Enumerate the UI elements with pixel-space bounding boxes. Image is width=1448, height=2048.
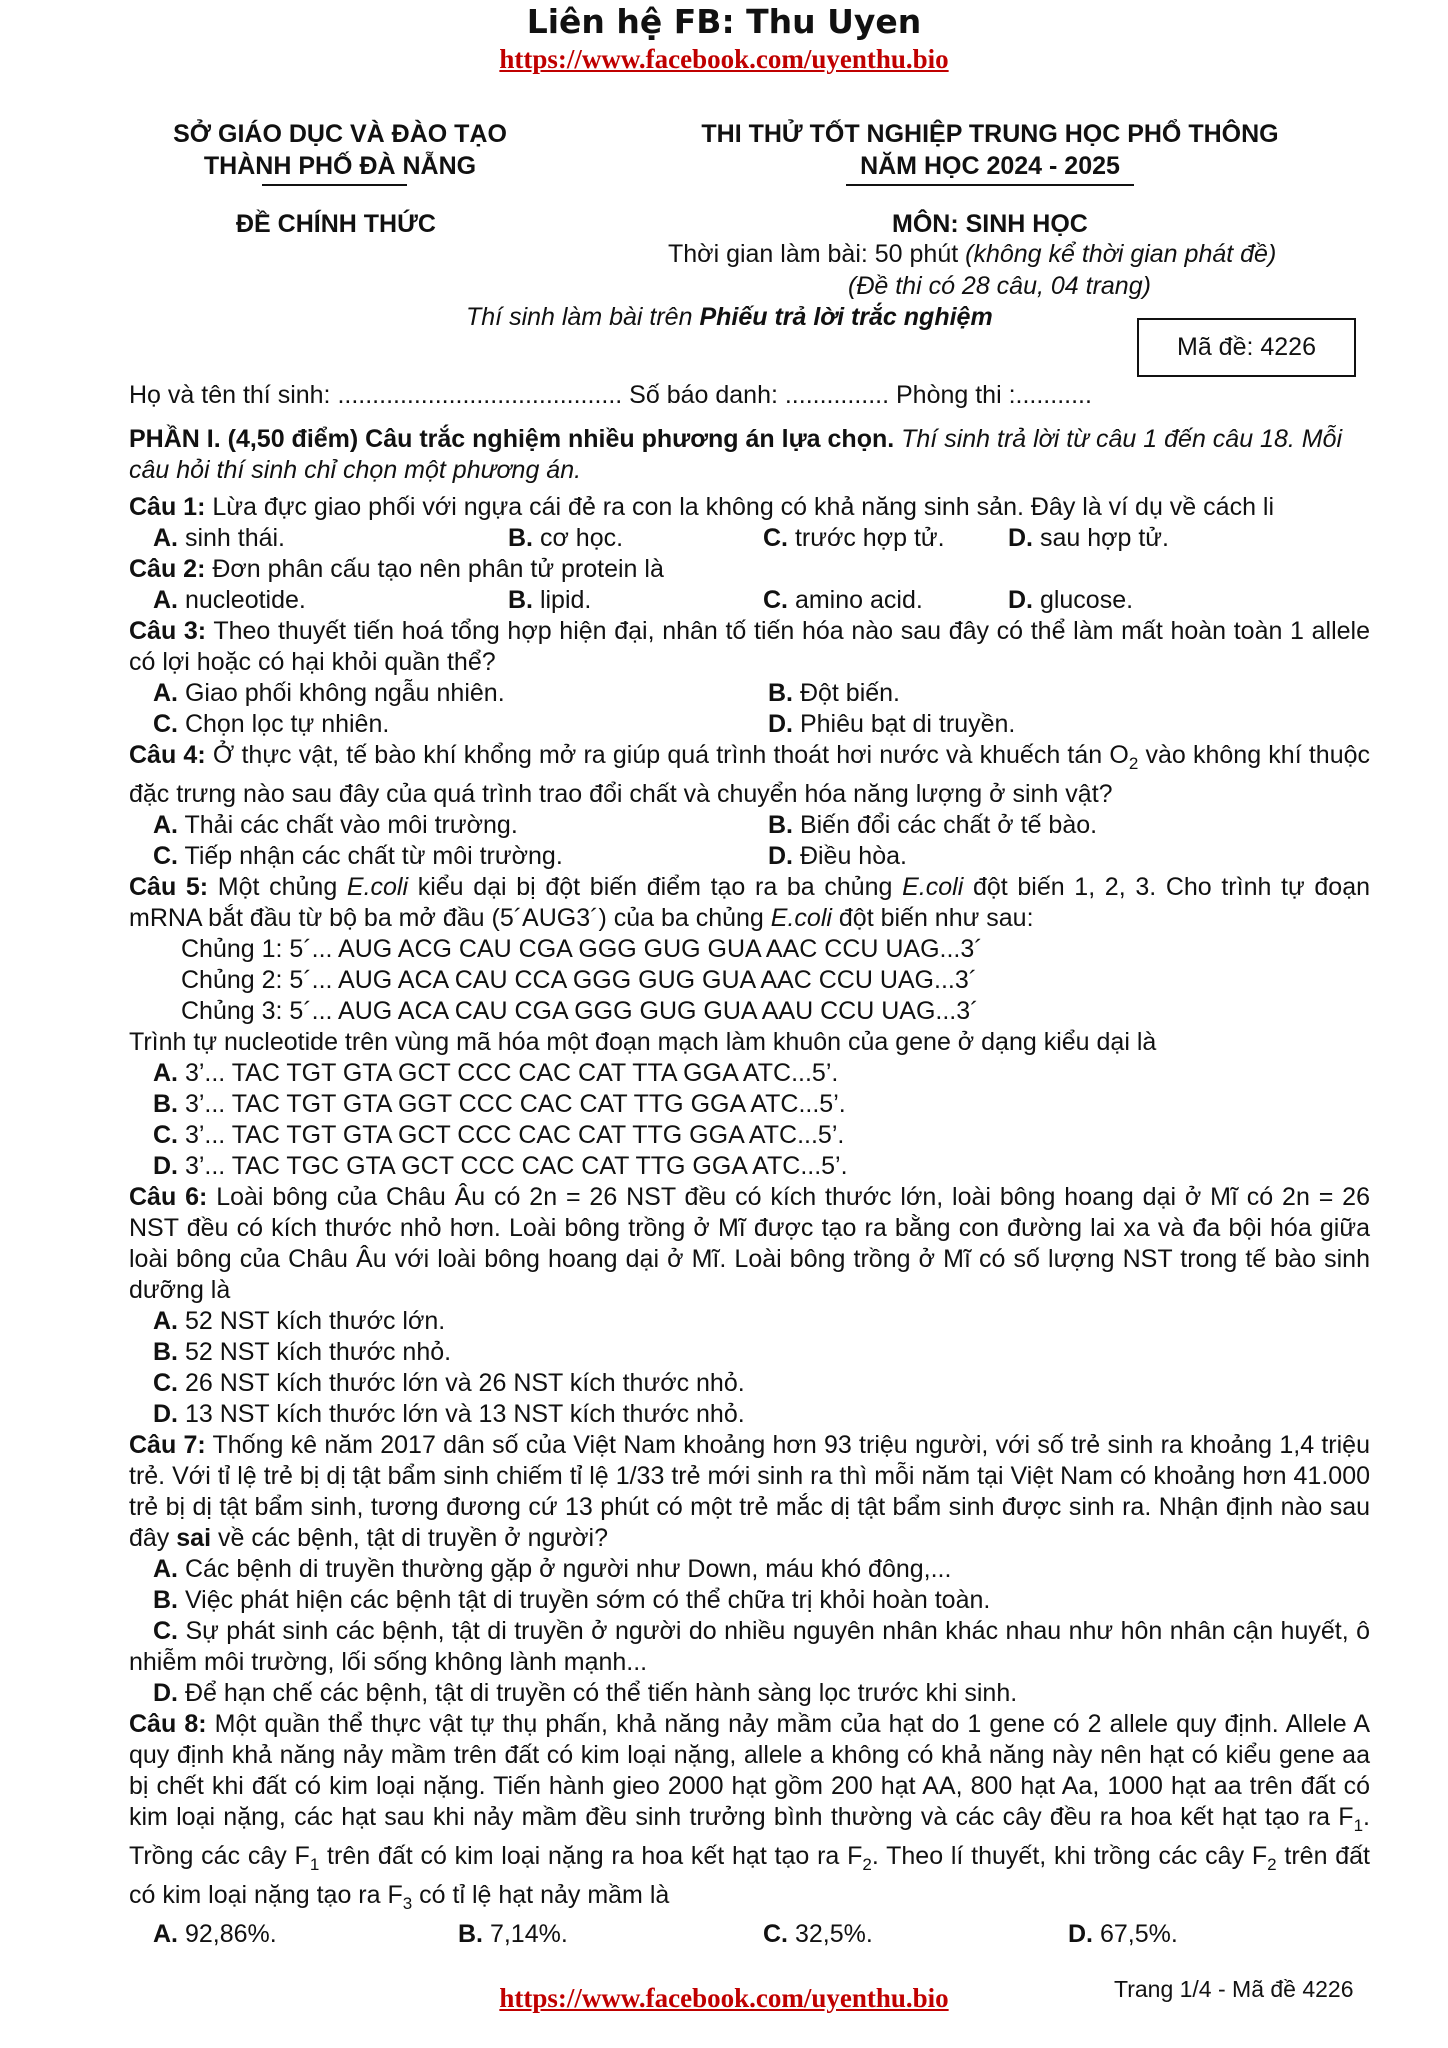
- question-label: Câu 8:: [129, 1710, 207, 1738]
- option-list: [153, 810, 1370, 872]
- question-label: Câu 7:: [129, 1431, 206, 1459]
- option-c: C. amino acid.: [763, 586, 923, 614]
- exam-title-underline: [846, 184, 1134, 186]
- question-text: Lừa đực giao phối với ngựa cái đẻ ra con la không có khả năng sinh sản. Đây là ví dụ về cách li: [205, 493, 1275, 521]
- exam-title-line-2: NĂM HỌC 2024 - 2025: [860, 152, 1120, 180]
- option-d: D. Điều hòa.: [768, 842, 907, 870]
- option-a: A. 52 NST kích thước lớn.: [153, 1307, 446, 1335]
- option-c: C. trước hợp tử.: [763, 524, 945, 552]
- answer-sheet-plain: Thí sinh làm bài trên: [466, 303, 700, 331]
- option-b: B. lipid.: [508, 586, 592, 614]
- question-label: Câu 5:: [129, 873, 209, 901]
- question-label: Câu 4:: [129, 741, 206, 769]
- question-stem: [129, 1182, 1370, 1306]
- option-b: B. Biến đổi các chất ở tế bào.: [768, 811, 1098, 839]
- candidate-info-line: Họ và tên thí sinh: ......................................... Số báo danh: ............... Phòng thi :...........: [129, 381, 1092, 409]
- option-c: C. 32,5%.: [763, 1920, 873, 1948]
- question-stem: Câu 5: Một chủng E.coli kiểu dại bị đột biến điểm tạo ra ba chủng E.coli đột biến 1, 2, 3. Cho trình tự đoạn mRNA bắt đầu từ bộ ba mở đầu (5´AUG3´) của ba chủng E.coli đột biến như sau:: [129, 873, 1370, 932]
- time-italic: (không kể thời gian phát đề): [965, 240, 1277, 268]
- option-c: C. 3’... TAC TGT GTA GCT CCC CAC CAT TTG GGA ATC...5’.: [153, 1121, 845, 1149]
- question-stem: [129, 492, 1370, 523]
- question-5-stem: Trình tự nucleotide trên vùng mã hóa một đoạn mạch làm khuôn của gene ở dạng kiểu dại là: [129, 1028, 1157, 1056]
- strain-1-sequence: Chủng 1: 5´... AUG ACG CAU CGA GGG GUG GUA AAC CCU UAG...3´: [181, 935, 983, 963]
- time-info: [668, 240, 1276, 269]
- question-body: [129, 424, 1370, 1950]
- exam-code-box: Mã đề: 4226: [1137, 318, 1356, 377]
- option-list: [153, 585, 1370, 616]
- section-title: PHẦN I. (4,50 điểm) Câu trắc nghiệm nhiều phương án lựa chọn.: [129, 425, 895, 453]
- option-a: A. nucleotide.: [153, 586, 306, 614]
- question-3: [129, 616, 1370, 740]
- pages-info: (Đề thi có 28 câu, 04 trang): [848, 272, 1151, 300]
- option-b: B. cơ học.: [508, 524, 624, 552]
- exam-title-block: [660, 118, 1320, 182]
- option-b: B. 7,14%.: [458, 1920, 568, 1948]
- contact-title: Liên hệ FB: Thu Uyen: [526, 2, 922, 41]
- question-label: Câu 3:: [129, 617, 207, 645]
- exam-title-line-1: THI THỬ TỐT NGHIỆP TRUNG HỌC PHỔ THÔNG: [701, 120, 1279, 148]
- answer-sheet-note: [466, 303, 993, 332]
- option-d: D. sau hợp tử.: [1008, 524, 1169, 552]
- option-d: D. Để hạn chế các bệnh, tật di truyền có thể tiến hành sàng lọc trước khi sinh.: [153, 1679, 1018, 1707]
- question-label: Câu 1:: [129, 493, 206, 521]
- question-2: [129, 554, 1370, 616]
- option-d: D. glucose.: [1008, 586, 1134, 614]
- department-underline: [262, 184, 407, 186]
- option-c: C. Tiếp nhận các chất từ môi trường.: [153, 842, 563, 870]
- option-a: A. sinh thái.: [153, 524, 286, 552]
- department-block: [120, 118, 560, 182]
- option-c: C. 26 NST kích thước lớn và 26 NST kích thước nhỏ.: [153, 1369, 745, 1397]
- answer-sheet-bold: Phiếu trả lời trắc nghiệm: [699, 303, 993, 331]
- facebook-link-top[interactable]: https://www.facebook.com/uyenthu.bio: [499, 44, 949, 74]
- question-stem: [129, 554, 1370, 585]
- option-list: [153, 523, 1370, 554]
- option-d: D. 3’... TAC TGC GTA GCT CCC CAC CAT TTG GGA ATC...5’.: [153, 1152, 848, 1180]
- question-label: Câu 2:: [129, 555, 206, 583]
- option-a: A. Các bệnh di truyền thường gặp ở người như Down, máu khó đông,...: [153, 1555, 952, 1583]
- department-line-1: SỞ GIÁO DỤC VÀ ĐÀO TẠO: [173, 120, 507, 148]
- time-plain: Thời gian làm bài: 50 phút: [668, 240, 966, 268]
- facebook-link-bottom[interactable]: https://www.facebook.com/uyenthu.bio: [499, 1983, 949, 2013]
- option-b: B. 52 NST kích thước nhỏ.: [153, 1338, 452, 1366]
- option-a: A. 3’... TAC TGT GTA GCT CCC CAC CAT TTA GGA ATC...5’.: [153, 1059, 839, 1087]
- question-5: [129, 872, 1370, 1182]
- question-text: Theo thuyết tiến hoá tổng hợp hiện đại, nhân tố tiến hóa nào sau đây có thể làm mất hoàn toàn 1 allele có lợi hoặc có hại khỏi quần thể?: [129, 617, 1370, 676]
- option-list: [153, 678, 1370, 740]
- option-a: A. 92,86%.: [153, 1920, 277, 1948]
- question-8: [129, 1709, 1370, 1950]
- option-list: [153, 1306, 1370, 1430]
- option-b: B. 3’... TAC TGT GTA GGT CCC CAC CAT TTG GGA ATC...5’.: [153, 1090, 846, 1118]
- question-stem: Câu 4: Ở thực vật, tế bào khí khổng mở ra giúp quá trình thoát hơi nước và khuếch tán $O_2$ vào không khí thuộc đặc trưng nào sau đây của quá trình trao đổi chất và chuyển hóa năng lượng ở sinh vật?: [129, 741, 1370, 808]
- department-line-2: THÀNH PHỐ ĐÀ NẴNG: [203, 152, 477, 180]
- question-1: [129, 492, 1370, 554]
- question-stem: Câu 8: Một quần thể thực vật tự thụ phấn, khả năng nảy mầm của hạt do 1 gene có 2 allele quy định. Allele A quy định khả năng nảy mầm trên đất có kim loại nặng, allele a không có khả năng này nên hạt có kiểu gene aa bị chết khi đất có kim loại nặng. Tiến hành gieo 2000 hạt gồm 200 hạt AA, 800 hạt Aa, 1000 hạt aa trên đất có kim loại nặng, các hạt sau khi nảy mầm đều sinh trưởng bình thường và các cây đều ra hoa kết hạt tạo ra $F_1$. Trồng các cây $F_1$ trên đất có kim loại nặng ra hoa kết hạt tạo ra $F_2$. Theo lí thuyết, khi trồng các cây $F_2$ trên đất có kim loại nặng tạo ra $F_3$ có tỉ lệ hạt nảy mầm là: [129, 1710, 1371, 1913]
- section-instruction: Thí sinh trả lời từ câu 1 đến câu 18. Mỗi câu hỏi thí sinh chỉ chọn một phương án.: [129, 425, 1343, 484]
- option-list: [153, 1058, 1370, 1182]
- question-7: [129, 1430, 1370, 1709]
- question-6: [129, 1182, 1370, 1430]
- strain-3-sequence: Chủng 3: 5´... AUG ACA CAU CGA GGG GUG GUA AAU CCU UAG...3´: [181, 997, 979, 1025]
- option-b: B. Việc phát hiện các bệnh tật di truyền sớm có thể chữa trị khỏi hoàn toàn.: [153, 1586, 991, 1614]
- option-a: A. Thải các chất vào môi trường.: [153, 811, 518, 839]
- question-text: Loài bông của Châu Âu có 2n = 26 NST đều có kích thước lớn, loài bông hoang dại ở Mĩ có 2n = 26 NST đều có kích thước nhỏ hơn. Loài bông trồng ở Mĩ được tạo ra bằng con đường lai xa và đa bội hóa giữa loài bông của Châu Âu với loài bông hoang dại ở Mĩ. Loài bông trồng ở Mĩ có số lượng NST trong tế bào sinh dưỡng là: [129, 1183, 1370, 1304]
- official-label: ĐỀ CHÍNH THỨC: [236, 210, 436, 238]
- question-label: Câu 6:: [129, 1183, 208, 1211]
- option-a: A. Giao phối không ngẫu nhiên.: [153, 679, 505, 707]
- subject-label: MÔN: SINH HỌC: [892, 210, 1088, 238]
- option-list: [153, 1919, 1370, 1950]
- option-d: D. 13 NST kích thước lớn và 13 NST kích thước nhỏ.: [153, 1400, 745, 1428]
- section-heading: [129, 424, 1370, 486]
- option-b: B. Đột biến.: [768, 679, 901, 707]
- question-text: Đơn phân cấu tạo nên phân tử protein là: [205, 555, 664, 583]
- question-4: [129, 740, 1370, 872]
- option-c: C. Chọn lọc tự nhiên.: [153, 710, 390, 738]
- strain-2-sequence: Chủng 2: 5´... AUG ACA CAU CCA GGG GUG GUA AAC CCU UAG...3´: [181, 966, 978, 994]
- page-number: Trang 1/4 - Mã đề 4226: [1114, 1976, 1354, 2002]
- option-d: D. 67,5%.: [1068, 1920, 1178, 1948]
- question-stem: [129, 616, 1370, 678]
- option-d: D. Phiêu bạt di truyền.: [768, 710, 1016, 738]
- option-c: C. Sự phát sinh các bệnh, tật di truyền ở người do nhiều nguyên nhân khác nhau như hôn nhân cận huyết, ô nhiễm môi trường, lối sống không lành mạnh...: [129, 1617, 1370, 1676]
- question-stem: Câu 7: Thống kê năm 2017 dân số của Việt Nam khoảng hơn 93 triệu người, với số trẻ sinh ra khoảng 1,4 triệu trẻ. Với tỉ lệ trẻ bị dị tật bẩm sinh chiếm tỉ lệ 1/33 trẻ mới sinh ra thì mỗi năm tại Việt Nam có khoảng hơn 41.000 trẻ bị dị tật bẩm sinh, tương đương cứ 13 phút có một trẻ mắc dị tật bẩm sinh được sinh ra. Nhận định nào sau đây sai về các bệnh, tật di truyền ở người?: [129, 1431, 1370, 1552]
